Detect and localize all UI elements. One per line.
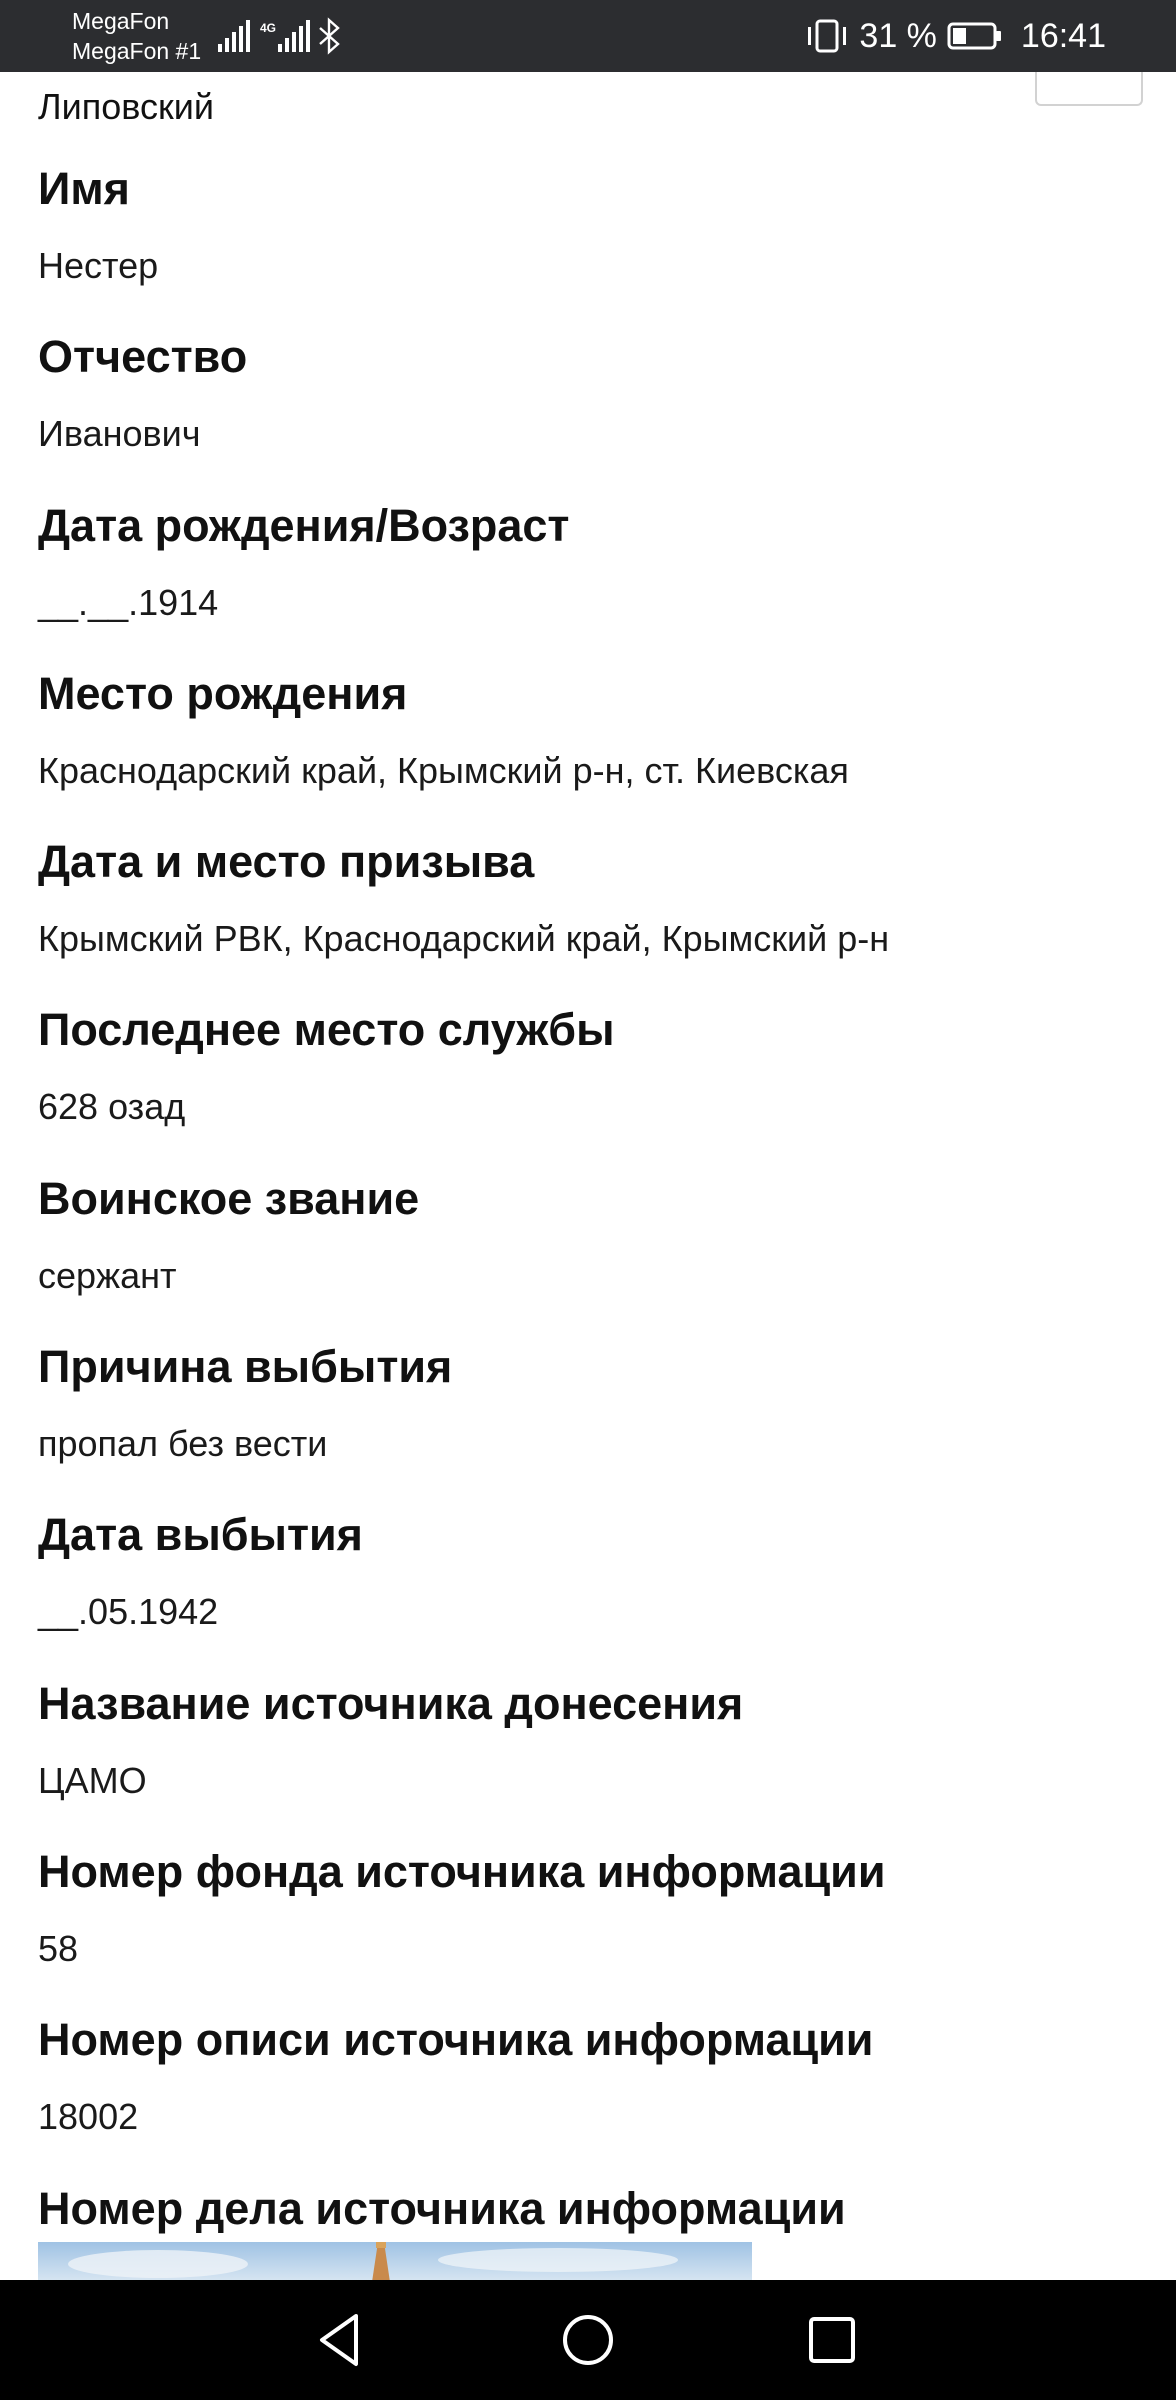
recents-icon[interactable] [798,2306,866,2374]
field-value: Нестер [38,245,159,286]
back-icon[interactable] [306,2306,374,2374]
field-label: Название источника донесения [38,1677,744,1729]
field-value: ЦАМО [38,1759,147,1801]
status-right-group [805,0,1106,72]
field-label: Последнее место службы [38,1004,615,1056]
field-last-service [38,1002,1138,1163]
carrier-name-2: MegaFon #1 [72,38,202,64]
field-label: Дата рождения/Возраст [38,499,570,551]
field-label: Номер фонда источника информации [38,1845,886,1897]
field-label: Дата выбытия [38,1509,363,1561]
field-value: Краснодарский край, Крымский р-н, ст. Киевская [38,749,849,791]
battery-percent: 31 % [859,17,937,55]
field-label: Имя [38,163,130,214]
photo-image [38,2242,752,2282]
surname-value: Липовский [38,86,214,127]
field-value: Иванович [38,413,201,455]
signal-4g-icon [260,20,310,52]
field-value: __.__.1914 [38,581,219,623]
carrier-name-1: MegaFon [72,8,170,34]
status-bar [0,0,1176,72]
carrier-info [72,6,201,66]
field-value: 58 [38,1927,79,1969]
battery-icon [947,21,1003,51]
field-first-name [38,161,1138,322]
vibrate-icon [805,18,849,54]
signal-icon [218,20,250,52]
field-value: 18002 [38,2096,139,2138]
clock: 16:41 [1020,17,1106,55]
field-source-name [38,1676,1138,1837]
field-conscription [38,834,1138,995]
field-label: Отчество [38,331,248,383]
svg-text:4G: 4G [260,21,277,35]
navigation-bar [0,2280,1176,2400]
field-rank [38,1171,1138,1332]
field-value: сержант [38,1254,177,1296]
field-value: пропал без вести [38,1423,328,1465]
field-label: Место рождения [38,667,408,719]
field-value: Крымский РВК, Краснодарский край, Крымский р-н [38,918,890,960]
field-label: Номер дела источника информации [38,2182,846,2234]
record-details[interactable] [0,72,1176,2280]
bluetooth-icon [320,20,338,52]
field-patronymic [38,329,1138,490]
signal-icons [216,18,356,54]
home-icon[interactable] [554,2306,622,2374]
field-inventory-number [38,2012,1138,2173]
field-value: 628 озад [38,1086,186,1128]
memorial-photo[interactable] [38,2242,752,2282]
field-label: Причина выбытия [38,1341,453,1393]
field-label: Воинское звание [38,1172,420,1224]
field-value: __.05.1942 [38,1591,219,1633]
field-list [38,154,1138,2342]
field-loss-date [38,1507,1138,1668]
field-loss-reason [38,1339,1138,1500]
field-label: Дата и место призыва [38,836,535,888]
field-birth-place [38,666,1138,827]
field-fund-number [38,1844,1138,2005]
field-birth-date [38,498,1138,659]
field-label: Номер описи источника информации [38,2014,874,2066]
